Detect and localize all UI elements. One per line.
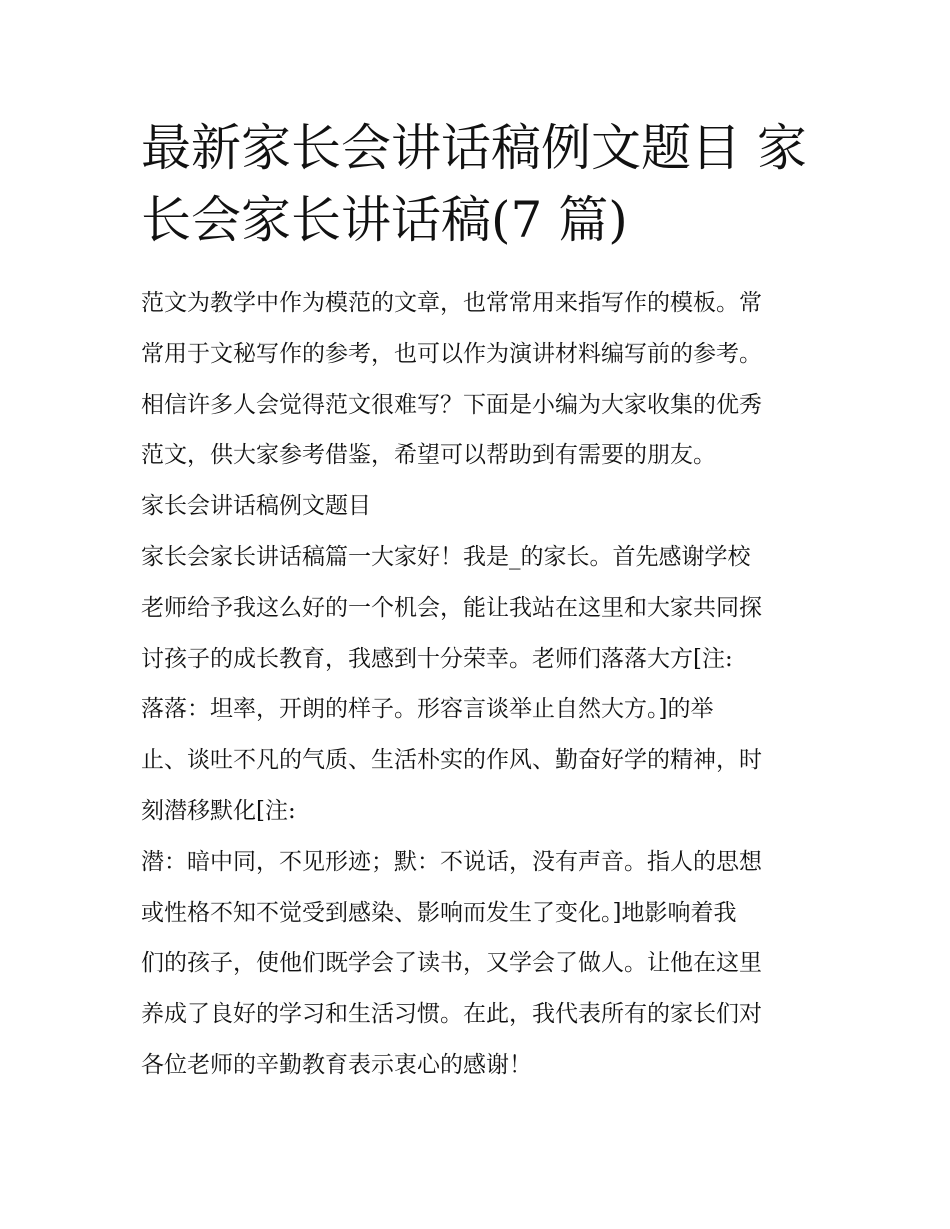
body-line: 止、谈吐不凡的气质、生活朴实的作风、勤奋好学的精神，时: [141, 747, 762, 774]
section-heading: 家长会讲话稿例文题目: [141, 493, 371, 520]
document-body: [141, 278, 813, 1091]
body-line: 或性格不知不觉受到感染、影响而发生了变化。]地影响着我: [141, 899, 737, 926]
body-line: 相信许多人会觉得范文很难写？下面是小编为大家收集的优秀: [141, 391, 762, 418]
document-content: [141, 112, 813, 1091]
body-line: 老师给予我这么好的一个机会，能让我站在这里和大家共同探: [141, 594, 762, 621]
title-line: 长会家长讲话稿(7 篇): [141, 191, 628, 249]
body-line: 讨孩子的成长教育，我感到十分荣幸。老师们落落大方[注:: [141, 645, 733, 672]
body-line: 范文，供大家参考借鉴，希望可以帮助到有需要的朋友。: [141, 442, 716, 469]
body-line: 各位老师的辛勤教育表示衷心的感谢！: [141, 1051, 532, 1078]
body-line: 们的孩子，使他们既学会了读书，又学会了做人。让他在这里: [141, 950, 762, 977]
body-line: 家长会家长讲话稿篇一大家好！我是_的家长。首先感谢学校: [141, 543, 751, 570]
body-line: 养成了良好的学习和生活习惯。在此，我代表所有的家长们对: [141, 1001, 762, 1028]
body-line: 刻潜移默化[注:: [141, 797, 296, 824]
body-line: 范文为教学中作为模范的文章，也常常用来指写作的模板。常: [141, 290, 762, 316]
title-line: 最新家长会讲话稿例文题目 家: [141, 119, 807, 177]
body-line: 常用于文秘写作的参考，也可以作为演讲材料编写前的参考。: [141, 340, 762, 367]
body-line: 潜：暗中同，不见形迹；默：不说话，没有声音。指人的思想: [141, 848, 762, 875]
body-line: 落落：坦率，开朗的样子。形容言谈举止自然大方。]的举: [141, 696, 714, 723]
document-title: [141, 112, 813, 256]
